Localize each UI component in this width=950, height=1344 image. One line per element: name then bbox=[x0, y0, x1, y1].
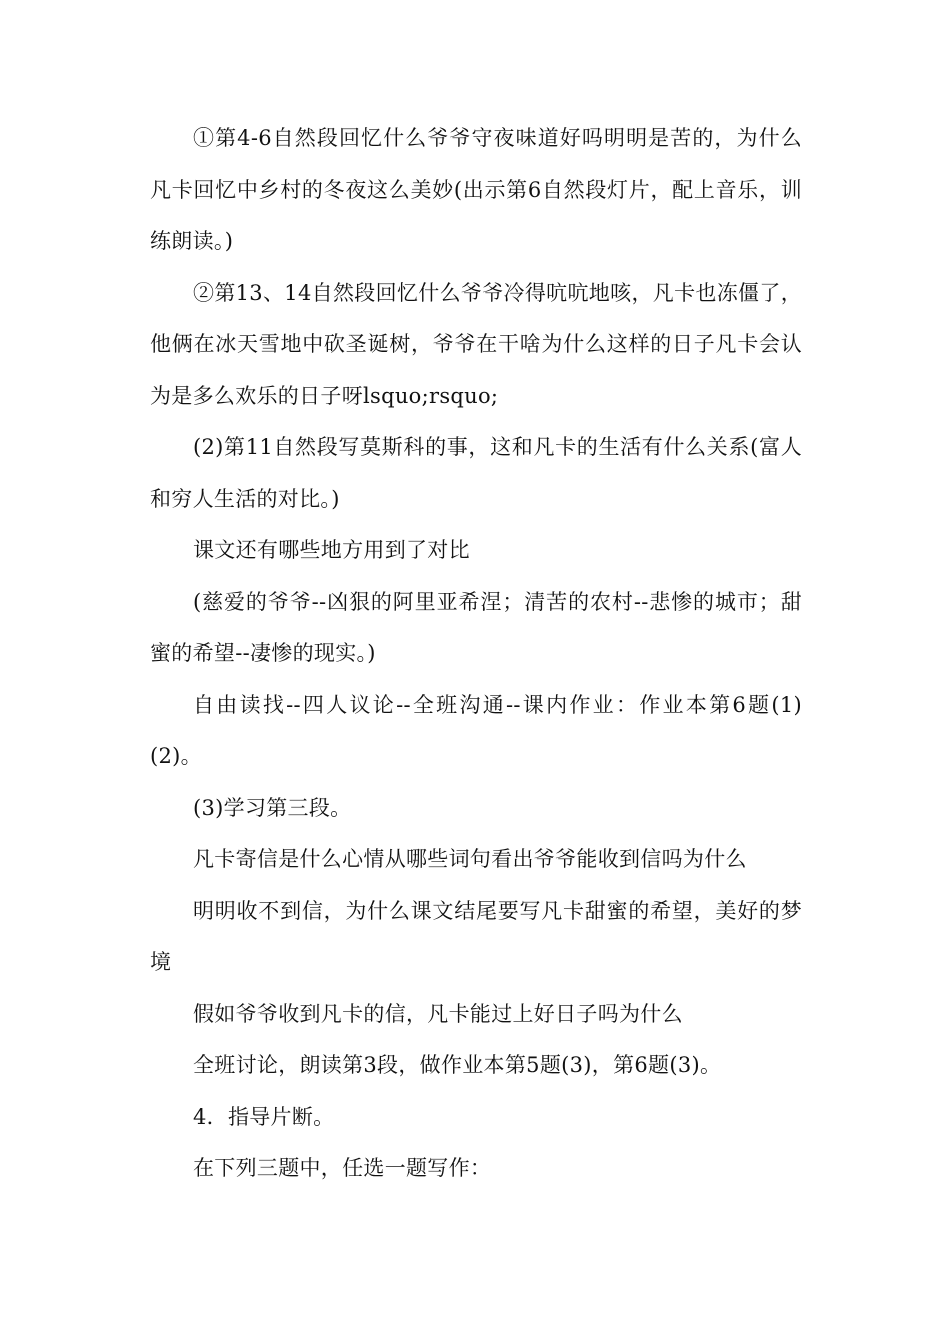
paragraph-5: (慈爱的爷爷--凶狠的阿里亚希涅；清苦的农村--悲惨的城市；甜蜜的希望--凄惨的现实。) bbox=[150, 589, 802, 665]
paragraph-6: 自由读找--四人议论--全班沟通--课内作业：作业本第6题(1)(2)。 bbox=[150, 692, 802, 768]
paragraph-10: 假如爷爷收到凡卡的信，凡卡能过上好日子吗为什么 bbox=[193, 1001, 683, 1026]
paragraph-3: (2)第11自然段写莫斯科的事，这和凡卡的生活有什么关系(富人和穷人生活的对比。) bbox=[150, 435, 802, 511]
paragraph-4: 课文还有哪些地方用到了对比 bbox=[193, 538, 470, 562]
paragraph-12: 4．指导片断。 bbox=[193, 1104, 335, 1129]
document-body bbox=[150, 113, 802, 1195]
paragraph-1: ①第4-6自然段回忆什么爷爷守夜味道好吗明明是苦的，为什么凡卡回忆中乡村的冬夜这么美妙(出示第6自然段灯片，配上音乐，训练朗读。) bbox=[150, 126, 802, 253]
paragraph-9: 明明收不到信，为什么课文结尾要写凡卡甜蜜的希望，美好的梦境 bbox=[150, 898, 802, 974]
paragraph-8: 凡卡寄信是什么心情从哪些词句看出爷爷能收到信吗为什么 bbox=[193, 847, 747, 871]
paragraph-7: (3)学习第三段。 bbox=[193, 795, 352, 820]
paragraph-13: 在下列三题中，任选一题写作： bbox=[193, 1156, 492, 1180]
paragraph-2: ②第13、14自然段回忆什么爷爷冷得吭吭地咳，凡卡也冻僵了，他俩在冰天雪地中砍圣诞树，爷爷在干啥为什么这样的日子凡卡会认为是多么欢乐的日子呀lsquo;rsquo; bbox=[150, 280, 802, 408]
paragraph-11: 全班讨论，朗读第3段，做作业本第5题(3)，第6题(3)。 bbox=[193, 1053, 722, 1077]
